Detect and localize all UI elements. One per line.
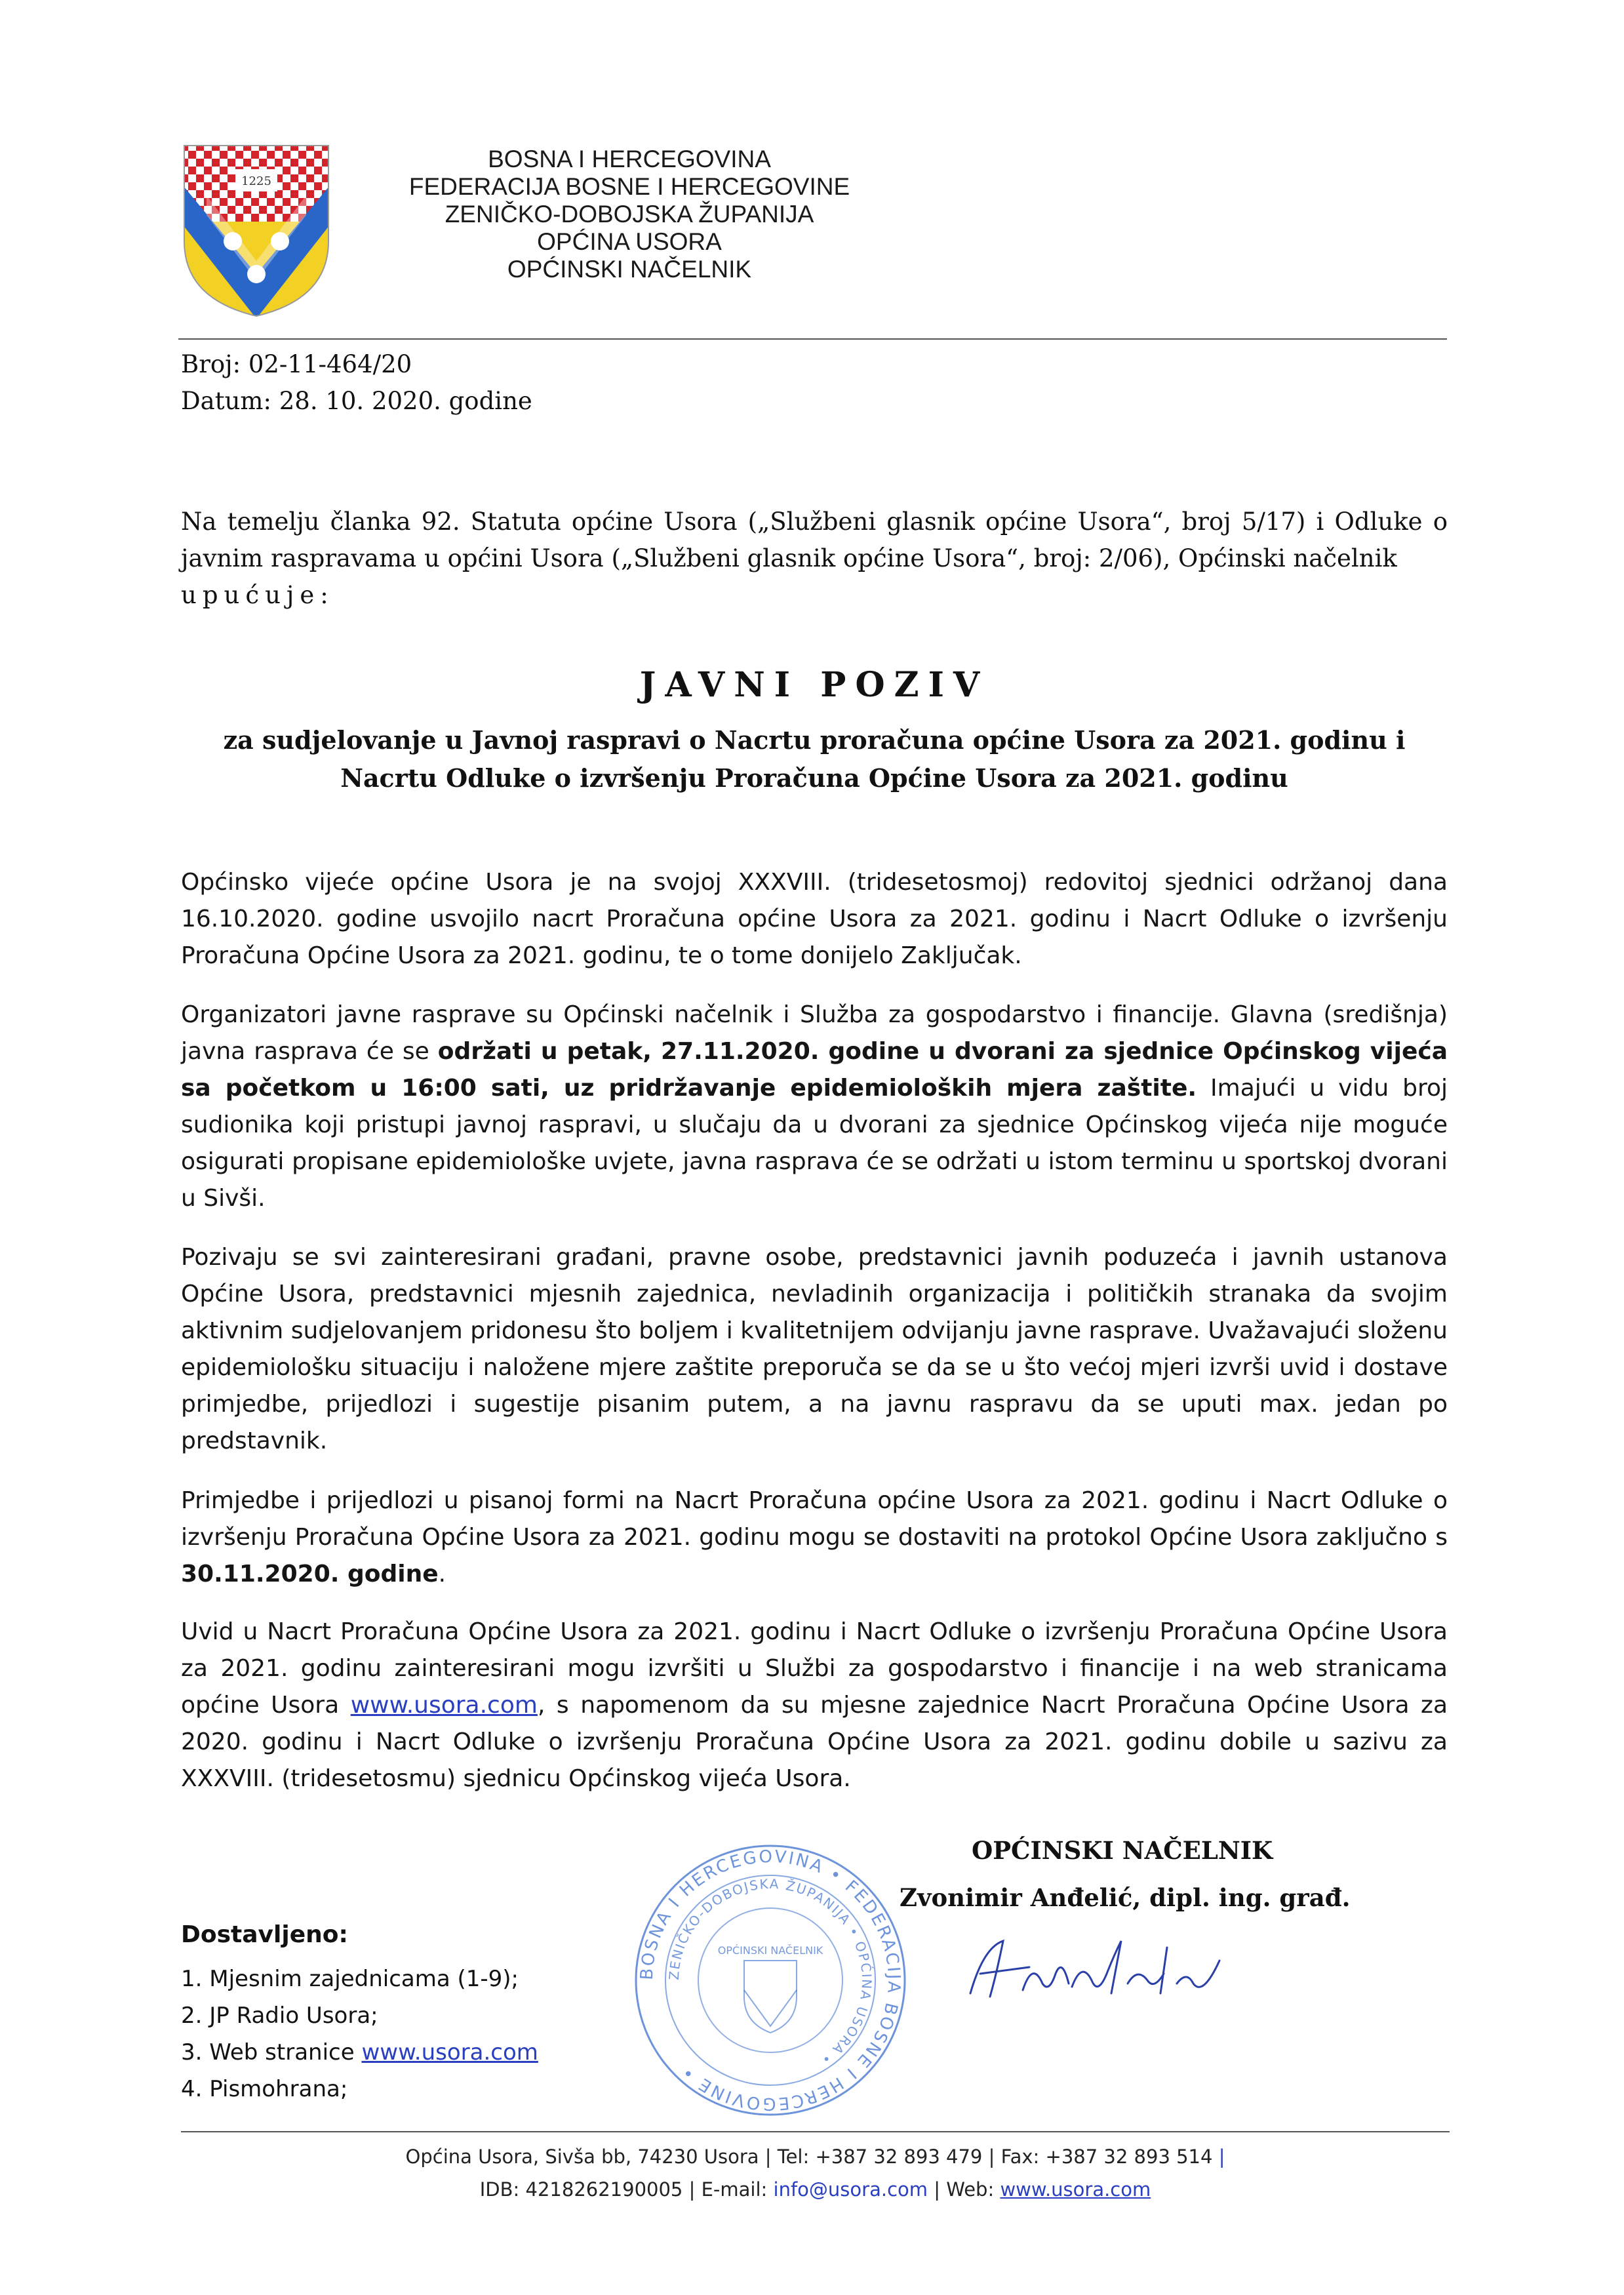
signatory-title: OPĆINSKI NAČELNIK: [972, 1836, 1273, 1865]
document-title: JAVNI POZIV: [639, 665, 989, 705]
distribution-item: 1. Mjesnim zajednicama (1-9);: [181, 1966, 519, 1992]
paragraph-submissions: [181, 1483, 1448, 1593]
paragraph-council-decision: Općinsko vijeće općine Usora je na svojoj XXXVIII. (tridesetosmoj) redovitoj sjednici održanoj dana 16.10.2020. godine usvojilo nacrt Proračuna općine Usora za 2021. godinu i Nacrt Odluke o izvršenju Proračuna Općine Usora za 2021. godinu, te o tome donijelo Zaključak.: [181, 869, 1448, 969]
distribution-title: Dostavljeno:: [181, 1921, 348, 1948]
website-link[interactable]: www.usora.com: [350, 1692, 538, 1719]
p2-hearing-details: održati u petak, 27.11.2020. godine u dvorani za sjednice Općinskog vijeća sa početkom u 16:00 sati, uz pridržavanje epidemioloških mjera zaštite.: [181, 1038, 1448, 1102]
p4-text-b: .: [438, 1561, 446, 1587]
document-header: [341, 146, 918, 283]
p5-text-a: Uvid u Nacrt Proračuna Općine Usora za 2021. godinu i Nacrt Odluke o izvršenju Proračuna Općine Usora za 2021. godinu zainteresirani mogu izvršiti u Službi za gospodarstvo i financije i na web stranicama općine Usora: [181, 1618, 1448, 1719]
header-country: BOSNA I HERCEGOVINA: [488, 146, 771, 172]
p5-text-b: , s napomenom da su mjesne zajednice Nacrt Proračuna Općine Usora za 2020. godinu i Nacrt Odluke o izvršenju Proračuna Općine Usora za 2021. godinu dobile u sazivu za XXXVIII. (tridesetosmu) sjednicu Općinskog vijeća Usora.: [181, 1692, 1448, 1792]
handwritten-signature: [957, 1921, 1259, 2013]
header-municipality: OPĆINA USORA: [537, 228, 722, 255]
footer-phone: Tel: +387 32 893 479: [777, 2145, 983, 2168]
footer-line-2: IDB: 4218262190005 | E-mail: info@usora.com | Web: www.usora.com: [479, 2178, 1151, 2201]
footer-line-1: Općina Usora, Sivša bb, 74230 Usora | Tel: +387 32 893 479 | Fax: +387 32 893 514 |: [405, 2145, 1225, 2168]
document-number: Broj: 02-11-464/20: [181, 350, 412, 378]
stamp-inner-text: ZENIČKO-DOBOJSKA ŽUPANIJA • OPĆINA USORA •: [665, 1875, 875, 2069]
footer-divider: [181, 2131, 1450, 2132]
signatory-name: Zvonimir Anđelić, dipl. ing. građ.: [900, 1883, 1351, 1912]
distribution-item: [181, 2034, 538, 2071]
intro-verb: upućuje:: [181, 581, 334, 609]
distribution-item-text: 3. Web stranice: [181, 2039, 362, 2066]
subtitle-line-1: za sudjelovanje u Javnoj raspravi o Nacrtu proračuna općine Usora za 2021. godinu i: [223, 725, 1406, 755]
header-canton: ZENIČKO-DOBOJSKA ŽUPANIJA: [445, 201, 814, 228]
p4-text-a: Primjedbe i prijedlozi u pisanoj formi na Nacrt Proračuna općine Usora za 2021. godinu i Nacrt Odluke o izvršenju Proračuna Općine Usora za 2021. godinu mogu se dostaviti na protokol Općine Usora zaključno s: [181, 1487, 1448, 1551]
distribution-item: 4. Pismohrana;: [181, 2076, 348, 2102]
header-federation: FEDERACIJA BOSNE I HERCEGOVINE: [408, 173, 850, 200]
subtitle-line-2: Nacrtu Odluke o izvršenju Proračuna Općine Usora za 2021. godinu: [340, 763, 1288, 793]
footer-email-label: E-mail:: [701, 2178, 774, 2201]
document-meta: [181, 346, 532, 420]
document-subtitle: [181, 721, 1448, 797]
p2-text-b: Imajući u vidu broj sudionika koji pristupi javnoj raspravi, u slučaju da u dvorani za sjednice Općinskog vijeća nije moguće osigurati propisane epidemiološke uvjete, javna rasprava će se održati u istom terminu u sportskoj dvorani u Sivši.: [181, 1075, 1448, 1212]
distribution-list: [181, 1961, 538, 2107]
official-stamp: [629, 1836, 911, 2125]
footer-email-link[interactable]: info@usora.com: [773, 2178, 928, 2201]
header-office: OPĆINSKI NAČELNIK: [507, 256, 752, 283]
header-divider: [178, 338, 1447, 340]
paragraph-inspection: [181, 1614, 1448, 1797]
p2-text-a: Organizatori javne rasprave su Općinski načelnik i Služba za gospodarstvo i financije. Glavna (središnja) javna rasprava će se: [181, 1001, 1448, 1065]
footer-web-link[interactable]: www.usora.com: [1000, 2178, 1151, 2201]
document-date: Datum: 28. 10. 2020. godine: [181, 387, 532, 415]
intro-paragraph: [181, 504, 1448, 614]
paragraph-organizers: [181, 997, 1448, 1217]
municipality-coat-of-arms: [180, 143, 332, 319]
paragraph-invitation: Pozivaju se svi zainteresirani građani, pravne osobe, predstavnici javnih poduzeća i javnih ustanova Općine Usora, predstavnici mjesnih zajednica, nevladinih organizacija i političkih stranaka da svojim aktivnim sudjelovanjem pridonesu što boljem i kvalitetnijem odvijanju javne rasprave. Uvažavajući složenu epidemiološku situaciju i naložene mjere zaštite preporuča se da se u što većoj mjeri izvrši uvid i dostave primjedbe, prijedlozi i sugestije pisanim putem, a na javnu raspravu da se uputi max. jedan po predstavnik.: [181, 1244, 1448, 1454]
intro-text: Na temelju članka 92. Statuta općine Usora („Službeni glasnik općine Usora“, broj 5/17) i Odluke o javnim raspravama u općini Usora („Službeni glasnik općine Usora“, broj: 2/06), Općinski načelnik: [181, 508, 1448, 572]
stamp-center-text: OPĆINSKI NAČELNIK: [717, 1944, 823, 1957]
footer-web-label: Web:: [946, 2178, 1000, 2201]
footer-fax: Fax: +387 32 893 514: [1000, 2145, 1213, 2168]
document-footer: [181, 2140, 1450, 2206]
distribution-item: 2. JP Radio Usora;: [181, 2003, 378, 2029]
p4-deadline: 30.11.2020. godine: [181, 1561, 439, 1587]
stamp-outer-text: BOSNA I HERCEGOVINA • FEDERACIJA BOSNE I HERCEGOVINE •: [637, 1846, 904, 2114]
distribution-website-link[interactable]: www.usora.com: [361, 2039, 538, 2066]
coat-year: 1225: [241, 174, 271, 188]
footer-address: Općina Usora, Sivša bb, 74230 Usora: [405, 2145, 759, 2168]
footer-idb: IDB: 4218262190005: [479, 2178, 683, 2201]
